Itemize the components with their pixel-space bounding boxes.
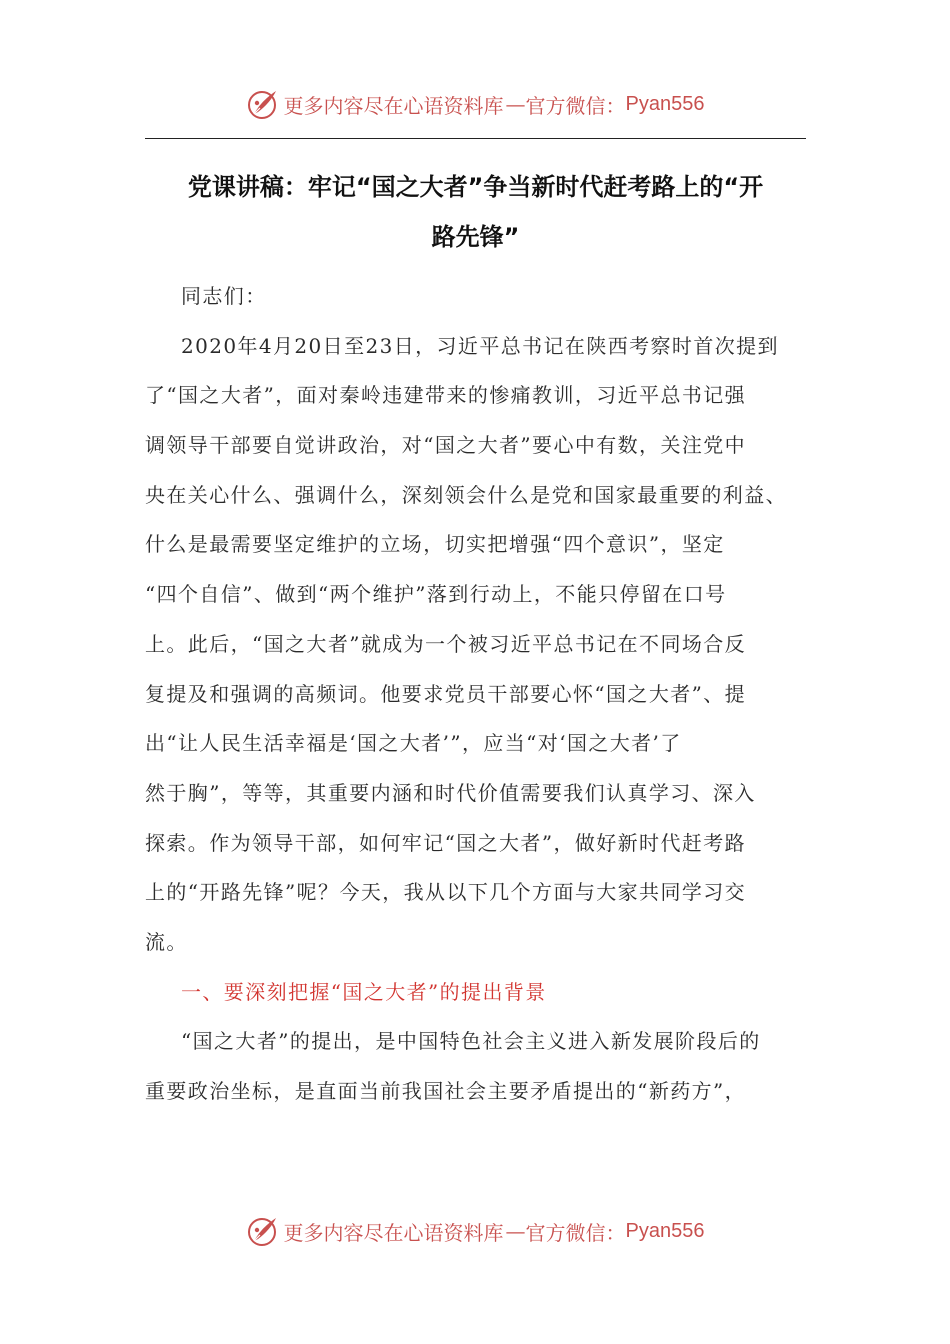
section-heading-1: 一、要深刻把握“国之大者”的提出背景 xyxy=(181,979,547,1004)
salutation: 同志们： xyxy=(181,284,267,308)
paragraph-line: 重要政治坐标，是直面当前我国社会主要矛盾提出的“新药方”， xyxy=(145,1079,747,1103)
paragraph-line: “四个自信”、做到“两个维护”落到行动上，不能只停留在口号 xyxy=(145,582,727,607)
paragraph-line: “国之大者”的提出，是中国特色社会主义进入新发展阶段后的 xyxy=(181,1029,761,1054)
banner-wechat-id: Pyan556 xyxy=(625,92,705,115)
paragraph-line: 探索。作为领导干部，如何牢记“国之大者”，做好新时代赶考路 xyxy=(145,830,747,855)
paragraph-line: 调领导干部要自觉讲政治，对“国之大者”要心中有数，关注党中 xyxy=(145,433,747,458)
banner-wechat-label: 官方微信： xyxy=(525,1220,626,1245)
quill-pen-logo-icon xyxy=(246,87,280,121)
banner-text: 更多内容尽在心语资料库 xyxy=(283,1220,504,1245)
paragraph-line: 了“国之大者”，面对秦岭违建带来的惨痛教训，习近平总书记强 xyxy=(145,383,747,408)
paragraph-line: 什么是最需要坚定维护的立场，切实把增强“四个意识”，坚定 xyxy=(145,532,725,557)
title-line-2: 路先锋” xyxy=(431,223,520,251)
banner-wechat-label: 官方微信： xyxy=(525,93,626,118)
paragraph-line: 流。 xyxy=(145,929,188,954)
banner-text: 更多内容尽在心语资料库 xyxy=(283,93,504,118)
paragraph-line: 上。此后，“国之大者”就成为一个被习近平总书记在不同场合反 xyxy=(145,631,747,656)
paragraph-line: 上的“开路先锋”呢？今天，我从以下几个方面与大家共同学习交 xyxy=(145,880,747,905)
header-banner xyxy=(0,84,950,124)
paragraph-line: 复提及和强调的高频词。他要求党员干部要心怀“国之大者”、提 xyxy=(145,681,747,706)
banner-wechat-id: Pyan556 xyxy=(625,1219,705,1242)
title-line-1: 党课讲稿：牢记“国之大者”争当新时代赶考路上的“开 xyxy=(187,173,764,201)
banner-dash: — xyxy=(505,92,524,116)
quill-pen-logo-icon xyxy=(246,1214,280,1248)
paragraph-line: 2020年4月20日至23日，习近平总书记在陕西考察时首次提到 xyxy=(181,333,779,358)
paragraph-line: 出“让人民生活幸福是‘国之大者’”，应当“对‘国之大者’了 xyxy=(145,731,682,756)
footer-banner xyxy=(0,1211,950,1251)
document-body xyxy=(145,272,806,1117)
header-divider xyxy=(145,138,806,139)
paragraph-1 xyxy=(145,322,806,968)
document-title xyxy=(145,162,806,262)
paragraph-line: 然于胸”，等等，其重要内涵和时代价值需要我们认真学习、深入 xyxy=(145,780,756,805)
paragraph-2 xyxy=(145,1017,806,1116)
paragraph-line: 央在关心什么、强调什么，深刻领会什么是党和国家最重要的利益、 xyxy=(145,482,787,507)
banner-dash: — xyxy=(505,1219,524,1243)
